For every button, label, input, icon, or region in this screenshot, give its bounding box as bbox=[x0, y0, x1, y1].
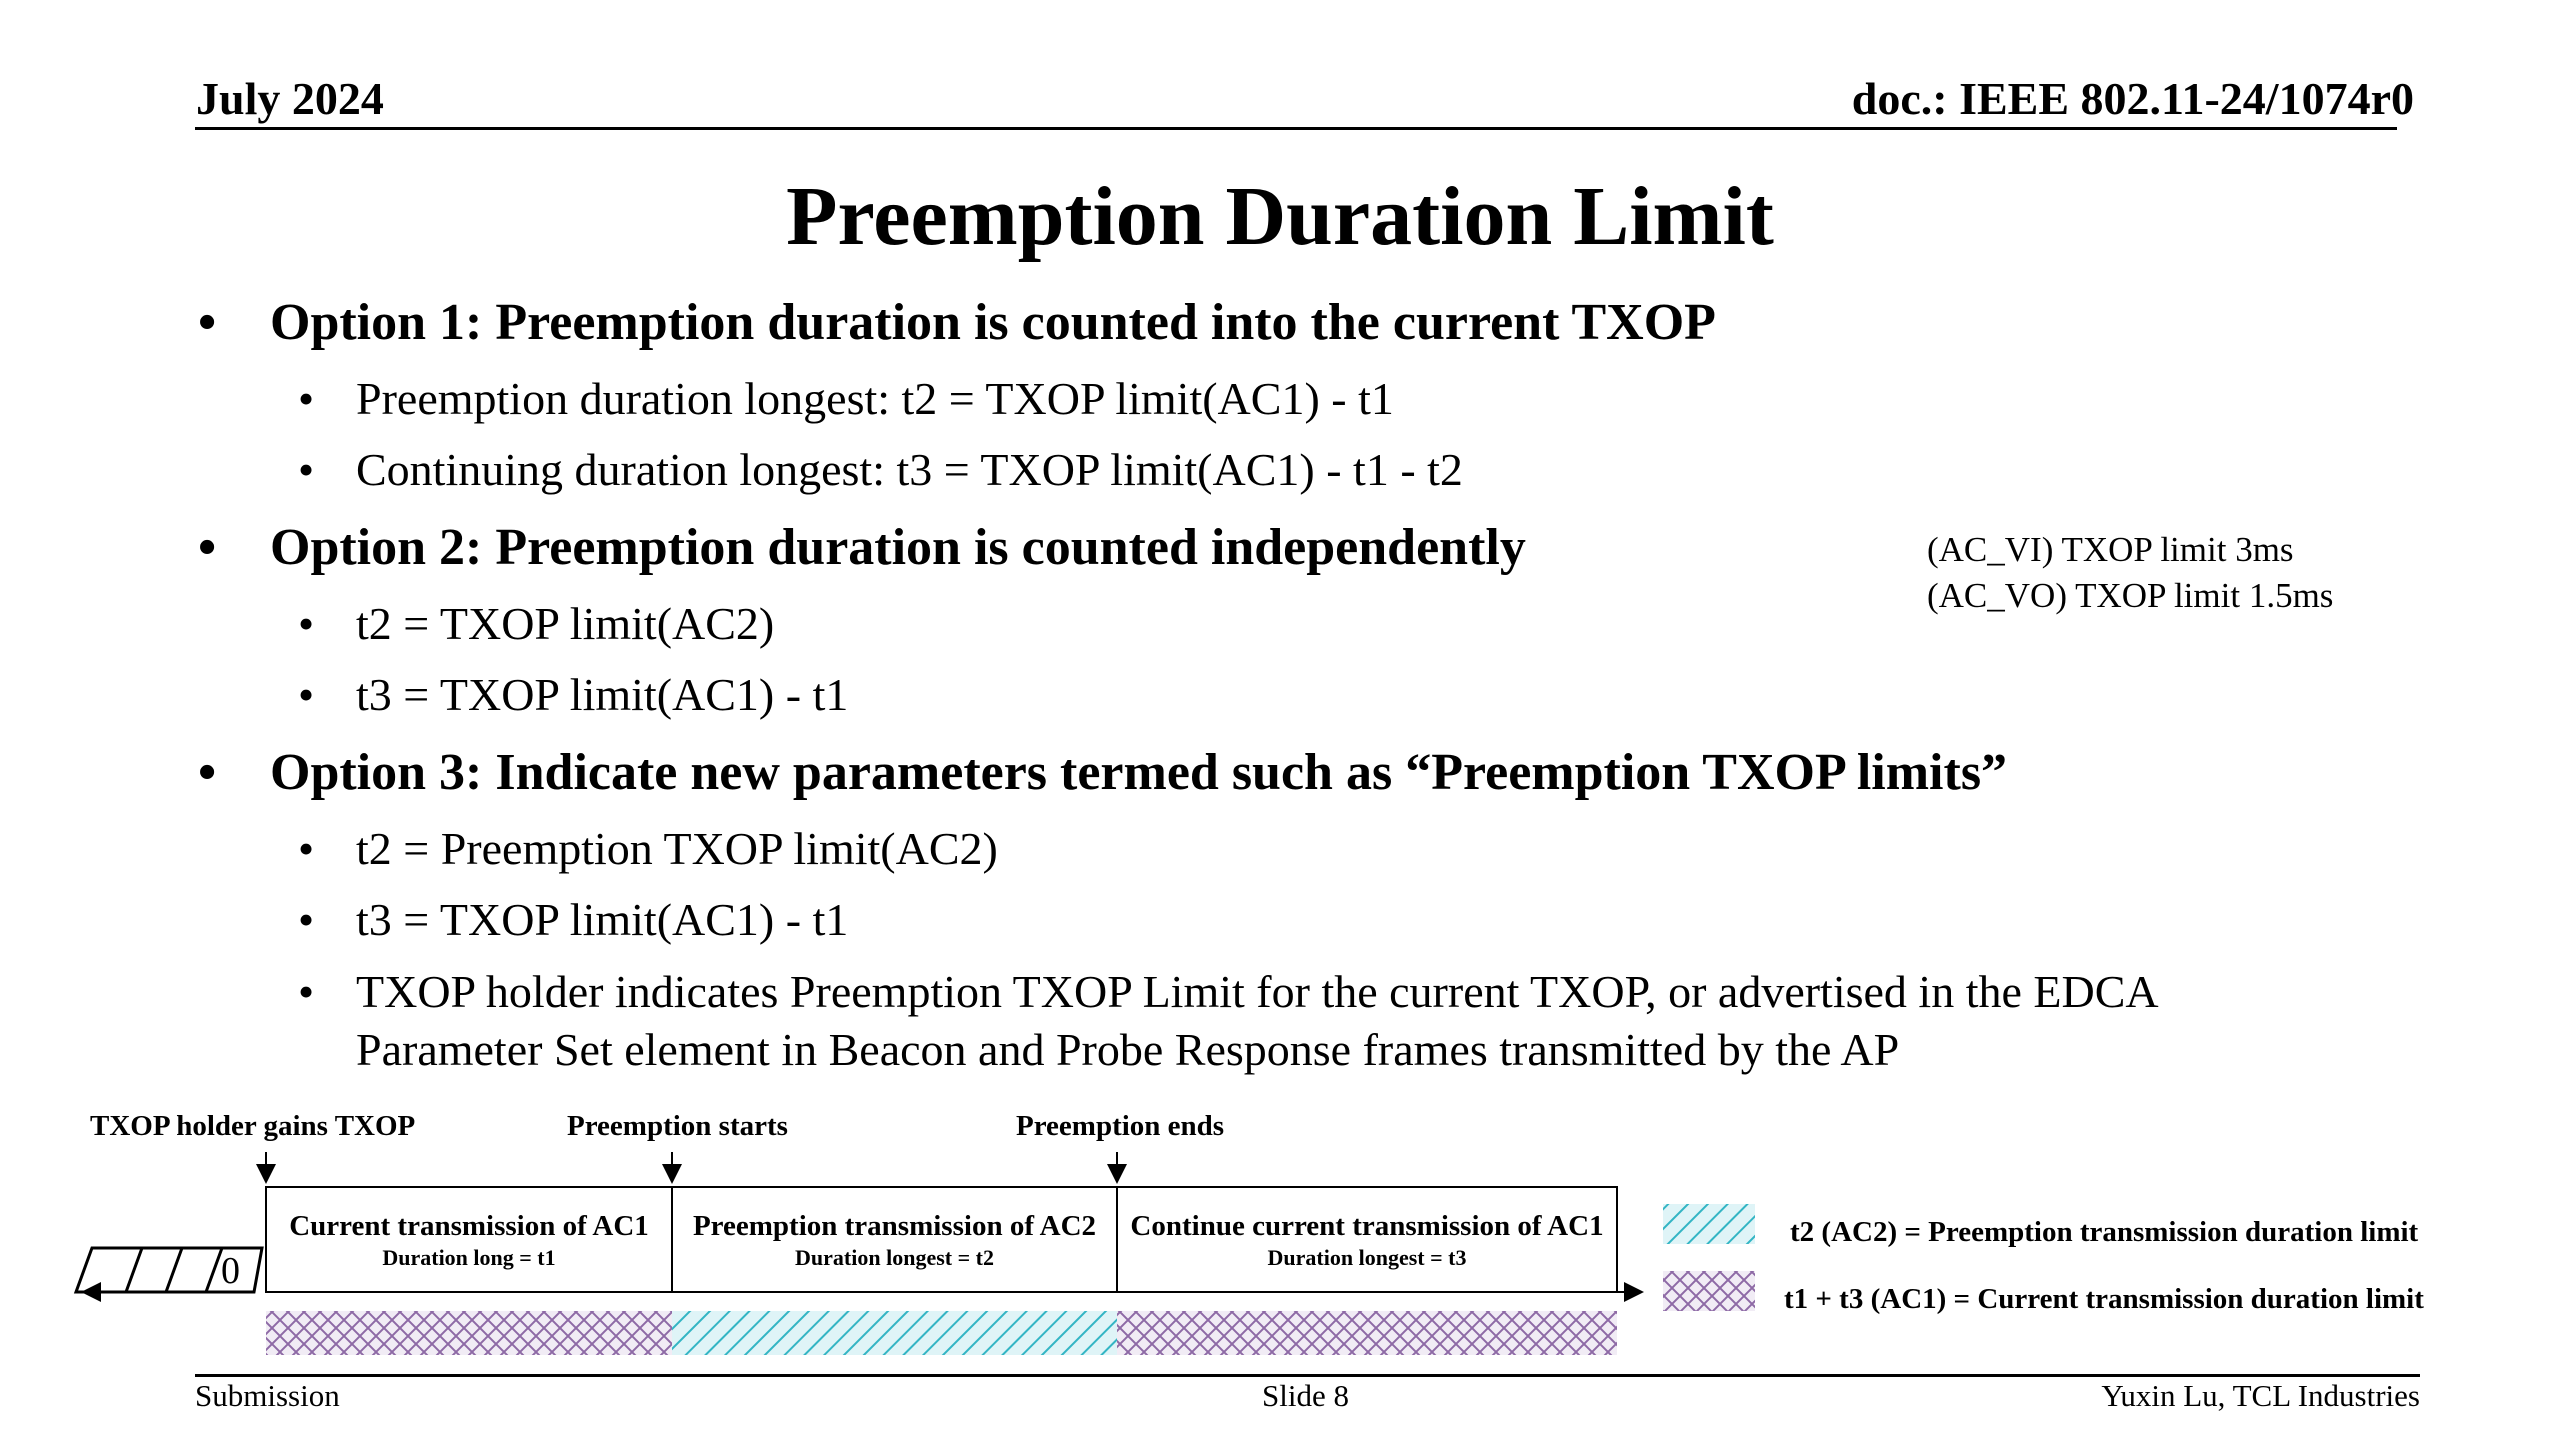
option-2-heading: Option 2: Preemption duration is counted independently bbox=[270, 519, 1526, 576]
option-1-heading: Option 1: Preemption duration is counted into the current TXOP bbox=[270, 294, 1716, 351]
bullet-marker: • bbox=[298, 598, 315, 649]
duration-bar-t1 bbox=[266, 1311, 672, 1355]
box-continue-ac1-duration: Duration longest = t3 bbox=[1267, 1245, 1467, 1270]
option-2-sub-1: t2 = TXOP limit(AC2) bbox=[356, 598, 775, 649]
bullet-marker: • bbox=[298, 966, 315, 1017]
footer-slide-number: Slide 8 bbox=[1262, 1378, 1349, 1413]
side-note-line-2: (AC_VO) TXOP limit 1.5ms bbox=[1927, 576, 2334, 615]
legend-label-t1-t3: t1 + t3 (AC1) = Current transmission duration limit bbox=[1784, 1283, 2424, 1315]
bullet-marker: • bbox=[298, 669, 315, 720]
bullet-marker: • bbox=[298, 444, 315, 495]
option-3-sub-3-line-1: TXOP holder indicates Preemption TXOP Limit for the current TXOP, or advertised in the EDCA bbox=[356, 966, 2159, 1017]
box-preemption-ac2-duration: Duration longest = t2 bbox=[795, 1245, 994, 1270]
option-1-sub-1: Preemption duration longest: t2 = TXOP limit(AC1) - t1 bbox=[356, 373, 1394, 424]
event-label-preemption-starts: Preemption starts bbox=[567, 1110, 788, 1142]
side-note-line-1: (AC_VI) TXOP limit 3ms bbox=[1927, 530, 2294, 569]
slide-title: Preemption Duration Limit bbox=[786, 170, 1774, 263]
legend-label-t2: t2 (AC2) = Preemption transmission duration limit bbox=[1790, 1216, 2419, 1248]
bullet-marker: • bbox=[298, 894, 315, 945]
bullet-marker: • bbox=[198, 744, 217, 801]
event-label-gains-txop: TXOP holder gains TXOP bbox=[90, 1110, 416, 1142]
option-3-heading: Option 3: Indicate new parameters termed such as “Preemption TXOP limits” bbox=[270, 744, 2008, 801]
duration-bar-t2 bbox=[672, 1311, 1117, 1355]
bullet-marker: • bbox=[198, 519, 217, 576]
box-preemption-ac2-title: Preemption transmission of AC2 bbox=[692, 1210, 1097, 1242]
header-date: July 2024 bbox=[196, 73, 384, 124]
box-current-ac1-duration: Duration long = t1 bbox=[382, 1245, 556, 1270]
bullet-marker: • bbox=[298, 373, 315, 424]
legend-swatch-diagonal bbox=[1663, 1204, 1755, 1244]
header-doc-id: doc.: IEEE 802.11-24/1074r0 bbox=[1851, 73, 2414, 124]
box-current-ac1-title: Current transmission of AC1 bbox=[289, 1210, 649, 1242]
legend-swatch-crosshatch bbox=[1663, 1271, 1755, 1311]
option-1-sub-2: Continuing duration longest: t3 = TXOP limit(AC1) - t1 - t2 bbox=[356, 444, 1463, 495]
bullet-marker: • bbox=[198, 294, 217, 351]
backoff-counter: 0 bbox=[221, 1250, 240, 1292]
option-3-sub-2: t3 = TXOP limit(AC1) - t1 bbox=[356, 894, 849, 945]
footer-rule bbox=[195, 1374, 2420, 1377]
duration-bar-t3 bbox=[1117, 1311, 1617, 1355]
box-continue-ac1-title: Continue current transmission of AC1 bbox=[1130, 1210, 1604, 1242]
footer-submission: Submission bbox=[195, 1378, 340, 1413]
option-3-sub-1: t2 = Preemption TXOP limit(AC2) bbox=[356, 823, 998, 874]
event-label-preemption-ends: Preemption ends bbox=[1016, 1110, 1225, 1142]
option-2-sub-2: t3 = TXOP limit(AC1) - t1 bbox=[356, 669, 849, 720]
footer-author: Yuxin Lu, TCL Industries bbox=[2101, 1378, 2420, 1413]
option-3-sub-3-line-2: Parameter Set element in Beacon and Probe Response frames transmitted by the AP bbox=[356, 1024, 1900, 1075]
bullet-marker: • bbox=[298, 823, 315, 874]
